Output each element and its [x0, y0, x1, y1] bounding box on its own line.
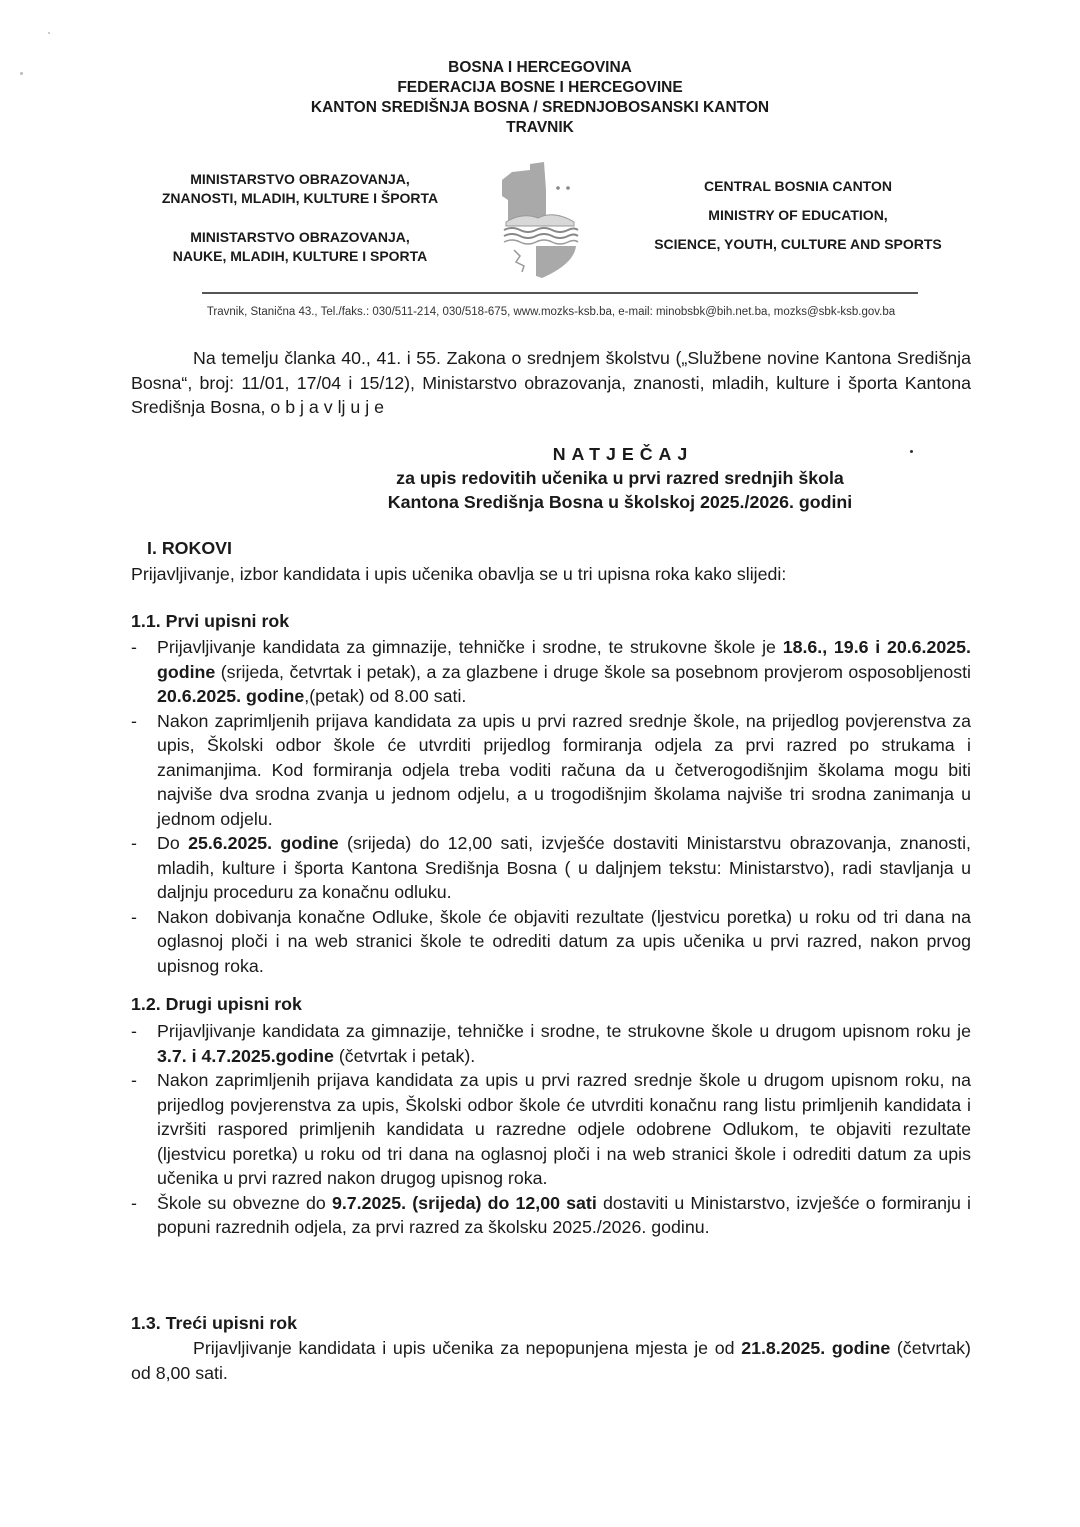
ministry-line: NAUKE, MLADIH, KULTURE I SPORTA: [172, 248, 428, 264]
item-text: Prijavljivanje kandidata za gimnazije, tehničke i srodne, te strukovne škole je: [157, 637, 783, 657]
list-item: [131, 635, 971, 709]
ministry-line: SCIENCE, YOUTH, CULTURE AND SPORTS: [654, 236, 942, 252]
item-text: dostaviti u Ministarstvo, izvješće o formiranju i popuni razrednih odjela, za prvi razred za školsku 2025./2026. godinu.: [157, 1192, 971, 1237]
ministry-name-english: [618, 172, 978, 259]
list-item: [131, 1191, 971, 1240]
scan-speck: [48, 32, 50, 34]
bullet-dash: -: [131, 833, 137, 853]
item-bold-date: 9.7.2025. (srijeda) do 12,00 sati: [331, 1192, 597, 1213]
item-text: Nakon zaprimljenih prijava kandidata za upis u prvi razred srednje škole u drugom upisnom roku, na prijedlog povjerenstva za upis, Školski odbor škole će utvrditi konačnu rang listu primljenih kandidata i izvršiti raspored primljenih kandidata u razredne odjele odobrene Odlukom, te objaviti rezultate (ljestvicu poretka) u roku od tri dana na oglasnoj ploči i na web stranici škole i odrediti datum za upis učenika u prvi razred nakon drugog upisnog roka.: [157, 1070, 971, 1188]
item-bold-date: 21.8.2025. godine: [741, 1338, 891, 1358]
item-text: Nakon zaprimljenih prijava kandidata za upis u prvi razred srednje škole, na prijedlog povjerenstva za upis, Školski odbor škole će utvrditi prijedlog formiranja odjela za prvi razred po strukama i zanimanjima. Kod formiranja odjela treba voditi računa da u četverogodišnjim školama mogu biti najviše dva srodna zvanja u jednom odjelu, a u trogodišnjim školama najviše tri srodna zanimanja u jednom odjelu.: [157, 710, 971, 829]
ministry-line: ZNANOSTI, MLADIH, KULTURE I ŠPORTA: [161, 190, 439, 206]
list-item: [131, 831, 971, 905]
ministry-name-bosnian: [130, 228, 470, 266]
item-text: (četvrtak i petak).: [333, 1045, 476, 1066]
third-round-paragraph: [131, 1336, 971, 1385]
item-text: Škole su obvezne do: [157, 1192, 332, 1213]
header-line-federation: FEDERACIJA BOSNE I HERCEGOVINE: [397, 79, 683, 96]
title-line-3: Kantona Središnja Bosna u školskoj 2025./2026. godini: [387, 492, 853, 512]
item-text: Nakon dobivanja konačne Odluke, škole će objaviti rezultate (ljestvicu poretka) u roku od tri dana na oglasnoj ploči i na web stranici škole te odrediti datum za upis učenika u prvi razred, nakon prvog upisnog roka.: [157, 906, 971, 976]
item-bold-date: 20.6.2025. godine: [157, 686, 305, 706]
canton-coat-of-arms-icon: [492, 160, 584, 280]
list-item: [131, 1068, 971, 1191]
bullet-dash: -: [131, 906, 137, 927]
document-title: [290, 442, 950, 514]
ministry-line: MINISTARSTVO OBRAZOVANJA,: [190, 171, 410, 187]
list-item: [131, 1019, 971, 1068]
header-divider: [202, 292, 918, 294]
header-country-block: [0, 58, 1080, 138]
section-intro: Prijavljivanje, izbor kandidata i upis učenika obavlja se u tri upisna roka kako slijedi:: [131, 564, 787, 584]
scan-speck: [20, 72, 23, 75]
item-bold-date: 18.6., 19.6 i 20.6.2025. godine: [157, 637, 971, 682]
second-round-list: [131, 1019, 971, 1240]
item-text: Prijavljivanje kandidata i upis učenika za nepopunjena mjesta je od: [193, 1338, 742, 1358]
ministry-line: CENTRAL BOSNIA CANTON: [704, 178, 892, 194]
subsection-heading-second-round: 1.2. Drugi upisni rok: [131, 994, 302, 1014]
item-text: (srijeda, četvrtak i petak), a za glazbene i druge škole sa posebnom provjerom osposobljenosti: [215, 661, 971, 682]
title-line-2: za upis redovitih učenika u prvi razred srednjih škola: [396, 468, 844, 488]
title-main: NATJEČAJ: [552, 444, 694, 464]
list-item: [131, 905, 971, 979]
item-text: (srijeda) do 12,00 sati, izvješće dostaviti Ministarstvu obrazovanja, znanosti, mladih, kulture i športa Kantona Središnja Bosna ( u daljnjem tekstu: Ministarstvo), radi stavljanja u daljnju proceduru za konačnu odluku.: [157, 833, 971, 902]
bullet-dash: -: [131, 1021, 137, 1041]
ministry-line: MINISTARSTVO OBRAZOVANJA,: [190, 229, 410, 245]
subsection-heading-first-round: 1.1. Prvi upisni rok: [131, 611, 290, 631]
header-line-city: TRAVNIK: [506, 119, 574, 136]
ministry-line: MINISTRY OF EDUCATION,: [708, 207, 888, 223]
scan-speck: [910, 450, 913, 453]
item-text: Prijavljivanje kandidata za gimnazije, tehničke i srodne, te strukovne škole u drugom upisnom roku je: [157, 1021, 971, 1041]
bullet-dash: -: [131, 637, 137, 657]
subsection-heading-third-round: 1.3. Treći upisni rok: [131, 1313, 298, 1333]
section-heading-rokovi: I. ROKOVI: [147, 538, 232, 558]
intro-paragraph: Na temelju članka 40., 41. i 55. Zakona o srednjem školstvu („Službene novine Kantona Središnja Bosna“, broj: 11/01, 17/04 i 15/12), Ministarstvo obrazovanja, znanosti, mladih, kulture i športa Kantona Središnja Bosna, o b j a v lj u j e: [131, 348, 971, 417]
ministry-name-croatian: [130, 170, 470, 208]
item-bold-date: 25.6.2025. godine: [188, 833, 339, 853]
bullet-dash: -: [131, 1070, 137, 1090]
item-text: (četvrtak) od 8,00 sati.: [131, 1338, 971, 1383]
header-line-canton: KANTON SREDIŠNJA BOSNA / SREDNJOBOSANSKI KANTON: [310, 99, 770, 116]
item-text: Do: [157, 833, 189, 853]
first-round-list: [131, 635, 971, 978]
item-text: ,(petak) od 8.00 sati.: [304, 686, 467, 706]
ministry-name-local: [130, 170, 470, 266]
item-bold-date: 3.7. i 4.7.2025.godine: [157, 1045, 334, 1066]
list-item: [131, 709, 971, 832]
bullet-dash: -: [131, 1192, 137, 1213]
contact-info: Travnik, Stanična 43., Tel./faks.: 030/511-214, 030/518-675, www.mozks-ksb.ba, e-mail: minobsbk@bih.net.ba, mozks@sbk-ksb.gov.ba: [206, 306, 896, 318]
bullet-dash: -: [131, 710, 137, 731]
header-line-country: BOSNA I HERCEGOVINA: [448, 59, 632, 76]
